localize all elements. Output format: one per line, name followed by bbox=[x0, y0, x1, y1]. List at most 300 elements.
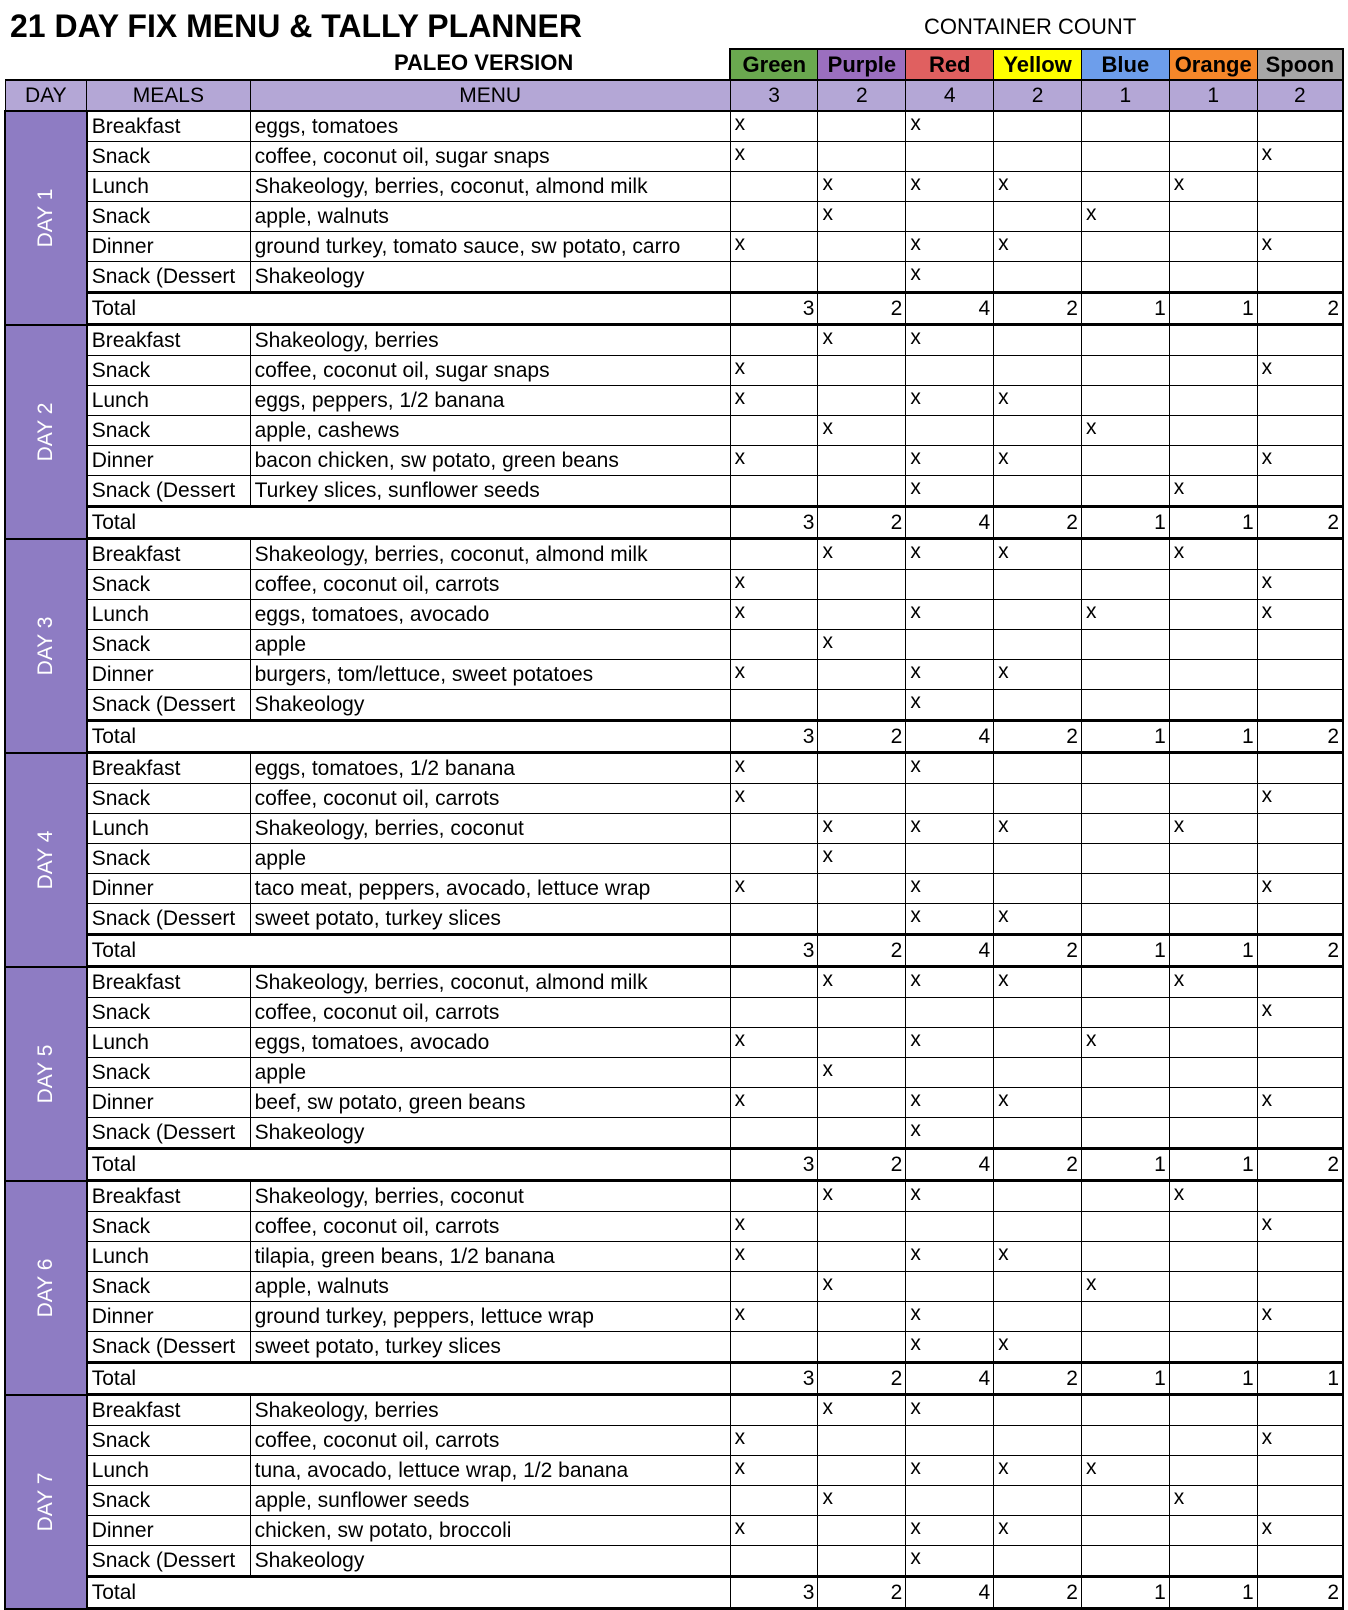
color-header-red: Red bbox=[906, 49, 994, 80]
total-spoon: 2 bbox=[1257, 293, 1343, 325]
tally-mark-orange bbox=[1169, 690, 1257, 721]
tally-mark-yellow: x bbox=[994, 386, 1082, 416]
tally-mark-orange bbox=[1169, 232, 1257, 262]
total-orange: 1 bbox=[1169, 721, 1257, 753]
tally-mark-orange: x bbox=[1169, 967, 1257, 998]
tally-mark-blue bbox=[1081, 753, 1169, 784]
tally-mark-red: x bbox=[906, 753, 994, 784]
table-row bbox=[5, 111, 1343, 142]
table-row bbox=[5, 1058, 1343, 1088]
tally-mark-purple: x bbox=[818, 1395, 906, 1426]
tally-mark-purple: x bbox=[818, 1181, 906, 1212]
tally-mark-orange bbox=[1169, 1456, 1257, 1486]
day-label: DAY 1 bbox=[33, 188, 57, 248]
tally-mark-orange bbox=[1169, 325, 1257, 356]
tally-mark-purple bbox=[818, 753, 906, 784]
total-row bbox=[5, 1149, 1343, 1181]
tally-mark-purple: x bbox=[818, 202, 906, 232]
tally-mark-orange bbox=[1169, 904, 1257, 935]
target-count-green: 3 bbox=[730, 80, 818, 111]
tally-mark-purple bbox=[818, 386, 906, 416]
tally-mark-spoon bbox=[1257, 476, 1343, 507]
menu-item: Shakeology bbox=[250, 690, 730, 721]
tally-mark-red: x bbox=[906, 476, 994, 507]
table-row bbox=[5, 1456, 1343, 1486]
tally-mark-green: x bbox=[730, 232, 818, 262]
tally-mark-blue bbox=[1081, 446, 1169, 476]
color-header-blue: Blue bbox=[1081, 49, 1169, 80]
tally-mark-yellow bbox=[994, 202, 1082, 232]
tally-mark-purple: x bbox=[818, 814, 906, 844]
meal-name: Snack bbox=[87, 844, 250, 874]
menu-item: eggs, tomatoes, avocado bbox=[250, 1028, 730, 1058]
planner-sheet bbox=[4, 3, 1344, 1604]
total-yellow: 2 bbox=[994, 507, 1082, 539]
total-label: Total bbox=[87, 1363, 730, 1395]
tally-mark-red: x bbox=[906, 1302, 994, 1332]
tally-mark-yellow: x bbox=[994, 1088, 1082, 1118]
tally-mark-orange bbox=[1169, 1028, 1257, 1058]
tally-mark-blue bbox=[1081, 1302, 1169, 1332]
tally-mark-red bbox=[906, 142, 994, 172]
meal-name: Lunch bbox=[87, 814, 250, 844]
table-row bbox=[5, 539, 1343, 570]
tally-mark-orange bbox=[1169, 386, 1257, 416]
tally-mark-green bbox=[730, 172, 818, 202]
tally-mark-green: x bbox=[730, 1302, 818, 1332]
table-row bbox=[5, 1272, 1343, 1302]
tally-mark-green bbox=[730, 262, 818, 293]
tally-mark-spoon bbox=[1257, 1118, 1343, 1149]
tally-mark-yellow bbox=[994, 1181, 1082, 1212]
tally-mark-yellow: x bbox=[994, 660, 1082, 690]
tally-mark-green: x bbox=[730, 753, 818, 784]
meal-name: Lunch bbox=[87, 172, 250, 202]
tally-mark-orange bbox=[1169, 784, 1257, 814]
tally-mark-green: x bbox=[730, 1212, 818, 1242]
table-row bbox=[5, 1028, 1343, 1058]
tally-mark-orange bbox=[1169, 844, 1257, 874]
meal-name: Snack (Dessert bbox=[87, 904, 250, 935]
tally-mark-green: x bbox=[730, 111, 818, 142]
tally-mark-blue: x bbox=[1081, 1028, 1169, 1058]
tally-mark-blue bbox=[1081, 356, 1169, 386]
table-row bbox=[5, 325, 1343, 356]
table-row bbox=[5, 690, 1343, 721]
tally-mark-green bbox=[730, 998, 818, 1028]
tally-mark-green: x bbox=[730, 386, 818, 416]
menu-item: ground turkey, peppers, lettuce wrap bbox=[250, 1302, 730, 1332]
total-blue: 1 bbox=[1081, 721, 1169, 753]
tally-mark-green: x bbox=[730, 446, 818, 476]
tally-mark-green bbox=[730, 630, 818, 660]
menu-item: eggs, tomatoes, 1/2 banana bbox=[250, 753, 730, 784]
tally-mark-red: x bbox=[906, 325, 994, 356]
tally-mark-blue bbox=[1081, 386, 1169, 416]
tally-mark-red: x bbox=[906, 386, 994, 416]
tally-mark-red: x bbox=[906, 690, 994, 721]
tally-mark-purple bbox=[818, 1332, 906, 1363]
menu-item: coffee, coconut oil, carrots bbox=[250, 1212, 730, 1242]
total-red: 4 bbox=[906, 721, 994, 753]
tally-mark-spoon bbox=[1257, 1242, 1343, 1272]
tally-mark-purple: x bbox=[818, 416, 906, 446]
meal-name: Snack bbox=[87, 1486, 250, 1516]
tally-mark-spoon: x bbox=[1257, 784, 1343, 814]
tally-mark-red bbox=[906, 844, 994, 874]
tally-mark-spoon bbox=[1257, 1058, 1343, 1088]
table-row bbox=[5, 660, 1343, 690]
menu-item: tilapia, green beans, 1/2 banana bbox=[250, 1242, 730, 1272]
table-row bbox=[5, 1118, 1343, 1149]
tally-mark-red bbox=[906, 1058, 994, 1088]
meal-name: Snack bbox=[87, 998, 250, 1028]
tally-mark-orange bbox=[1169, 1088, 1257, 1118]
day-label-cell bbox=[5, 967, 87, 1181]
tally-mark-green: x bbox=[730, 142, 818, 172]
tally-mark-purple: x bbox=[818, 630, 906, 660]
table-row bbox=[5, 172, 1343, 202]
tally-mark-blue: x bbox=[1081, 1272, 1169, 1302]
tally-mark-spoon bbox=[1257, 1181, 1343, 1212]
tally-mark-red bbox=[906, 202, 994, 232]
total-row bbox=[5, 1577, 1343, 1609]
tally-mark-yellow bbox=[994, 111, 1082, 142]
tally-mark-red: x bbox=[906, 814, 994, 844]
tally-mark-purple bbox=[818, 1456, 906, 1486]
tally-mark-purple bbox=[818, 690, 906, 721]
day-label-cell bbox=[5, 325, 87, 539]
tally-mark-blue bbox=[1081, 1212, 1169, 1242]
tally-mark-green bbox=[730, 904, 818, 935]
total-purple: 2 bbox=[818, 935, 906, 967]
total-orange: 1 bbox=[1169, 1149, 1257, 1181]
tally-mark-spoon bbox=[1257, 325, 1343, 356]
tally-mark-purple: x bbox=[818, 1058, 906, 1088]
tally-mark-green bbox=[730, 1395, 818, 1426]
menu-item: sweet potato, turkey slices bbox=[250, 904, 730, 935]
tally-mark-green bbox=[730, 1272, 818, 1302]
total-yellow: 2 bbox=[994, 935, 1082, 967]
tally-mark-orange: x bbox=[1169, 1486, 1257, 1516]
tally-mark-green bbox=[730, 690, 818, 721]
tally-mark-purple bbox=[818, 660, 906, 690]
tally-mark-purple bbox=[818, 570, 906, 600]
menu-item: apple bbox=[250, 1058, 730, 1088]
tally-mark-red bbox=[906, 356, 994, 386]
tally-mark-yellow bbox=[994, 1212, 1082, 1242]
tally-mark-spoon bbox=[1257, 753, 1343, 784]
menu-item: apple bbox=[250, 844, 730, 874]
menu-item: Shakeology, berries, coconut, almond milk bbox=[250, 539, 730, 570]
tally-mark-spoon: x bbox=[1257, 600, 1343, 630]
menu-item: Shakeology, berries, coconut bbox=[250, 1181, 730, 1212]
tally-mark-red bbox=[906, 570, 994, 600]
table-row bbox=[5, 570, 1343, 600]
total-yellow: 2 bbox=[994, 1149, 1082, 1181]
tally-mark-purple bbox=[818, 356, 906, 386]
tally-mark-purple: x bbox=[818, 844, 906, 874]
tally-mark-yellow bbox=[994, 1426, 1082, 1456]
tally-mark-yellow: x bbox=[994, 1516, 1082, 1546]
tally-mark-purple bbox=[818, 784, 906, 814]
tally-mark-blue bbox=[1081, 660, 1169, 690]
table-row bbox=[5, 904, 1343, 935]
tally-mark-blue bbox=[1081, 630, 1169, 660]
menu-item: apple, walnuts bbox=[250, 202, 730, 232]
total-purple: 2 bbox=[818, 507, 906, 539]
tally-mark-spoon bbox=[1257, 172, 1343, 202]
tally-mark-orange bbox=[1169, 446, 1257, 476]
menu-item: beef, sw potato, green beans bbox=[250, 1088, 730, 1118]
menu-item: burgers, tom/lettuce, sweet potatoes bbox=[250, 660, 730, 690]
tally-mark-spoon bbox=[1257, 1395, 1343, 1426]
menu-item: ground turkey, tomato sauce, sw potato, carro bbox=[250, 232, 730, 262]
meal-name: Snack (Dessert bbox=[87, 476, 250, 507]
total-label: Total bbox=[87, 507, 730, 539]
menu-item: chicken, sw potato, broccoli bbox=[250, 1516, 730, 1546]
day-label-cell bbox=[5, 111, 87, 325]
day-label: DAY 7 bbox=[33, 1472, 57, 1531]
tally-mark-blue bbox=[1081, 262, 1169, 293]
tally-mark-blue bbox=[1081, 111, 1169, 142]
tally-mark-red: x bbox=[906, 1332, 994, 1363]
tally-mark-green bbox=[730, 476, 818, 507]
tally-mark-orange bbox=[1169, 1395, 1257, 1426]
tally-mark-spoon bbox=[1257, 660, 1343, 690]
tally-mark-red bbox=[906, 998, 994, 1028]
tally-mark-yellow bbox=[994, 1272, 1082, 1302]
table-row bbox=[5, 1242, 1343, 1272]
total-orange: 1 bbox=[1169, 1577, 1257, 1609]
meal-name: Breakfast bbox=[87, 539, 250, 570]
tally-mark-spoon bbox=[1257, 539, 1343, 570]
tally-mark-green bbox=[730, 1546, 818, 1577]
tally-mark-red: x bbox=[906, 1242, 994, 1272]
menu-item: apple, walnuts bbox=[250, 1272, 730, 1302]
tally-mark-spoon bbox=[1257, 386, 1343, 416]
tally-mark-purple bbox=[818, 232, 906, 262]
day-label: DAY 6 bbox=[33, 1258, 57, 1317]
meal-name: Lunch bbox=[87, 1242, 250, 1272]
color-header-spoon: Spoon bbox=[1257, 49, 1343, 80]
tally-mark-purple bbox=[818, 600, 906, 630]
menu-item: eggs, peppers, 1/2 banana bbox=[250, 386, 730, 416]
tally-mark-blue bbox=[1081, 1546, 1169, 1577]
table-row bbox=[5, 356, 1343, 386]
tally-mark-yellow: x bbox=[994, 172, 1082, 202]
table-row bbox=[5, 416, 1343, 446]
tally-mark-red bbox=[906, 416, 994, 446]
target-count-spoon: 2 bbox=[1257, 80, 1343, 111]
menu-item: apple, sunflower seeds bbox=[250, 1486, 730, 1516]
color-header-orange: Orange bbox=[1169, 49, 1257, 80]
color-header-yellow: Yellow bbox=[994, 49, 1082, 80]
total-yellow: 2 bbox=[994, 1577, 1082, 1609]
meal-name: Snack bbox=[87, 1058, 250, 1088]
tally-mark-blue bbox=[1081, 844, 1169, 874]
tally-mark-red: x bbox=[906, 1028, 994, 1058]
tally-mark-spoon bbox=[1257, 844, 1343, 874]
total-blue: 1 bbox=[1081, 1577, 1169, 1609]
tally-mark-purple: x bbox=[818, 1486, 906, 1516]
table-row bbox=[5, 1212, 1343, 1242]
target-count-red: 4 bbox=[906, 80, 994, 111]
table-row bbox=[5, 998, 1343, 1028]
tally-mark-purple bbox=[818, 1516, 906, 1546]
total-green: 3 bbox=[730, 1149, 818, 1181]
tally-mark-green bbox=[730, 814, 818, 844]
tally-mark-orange bbox=[1169, 1426, 1257, 1456]
menu-item: Shakeology, berries, coconut, almond milk bbox=[250, 967, 730, 998]
total-row bbox=[5, 507, 1343, 539]
total-red: 4 bbox=[906, 507, 994, 539]
tally-mark-red: x bbox=[906, 1118, 994, 1149]
tally-mark-blue bbox=[1081, 539, 1169, 570]
tally-mark-red: x bbox=[906, 1395, 994, 1426]
total-yellow: 2 bbox=[994, 1363, 1082, 1395]
tally-mark-purple bbox=[818, 1302, 906, 1332]
meal-name: Snack bbox=[87, 1426, 250, 1456]
total-spoon: 2 bbox=[1257, 1149, 1343, 1181]
table-row bbox=[5, 202, 1343, 232]
day-label-cell bbox=[5, 1181, 87, 1395]
tally-mark-green: x bbox=[730, 660, 818, 690]
color-header-row bbox=[5, 49, 1343, 80]
tally-mark-blue bbox=[1081, 784, 1169, 814]
tally-mark-spoon: x bbox=[1257, 570, 1343, 600]
target-count-blue: 1 bbox=[1081, 80, 1169, 111]
tally-mark-yellow: x bbox=[994, 1242, 1082, 1272]
tally-mark-yellow bbox=[994, 1486, 1082, 1516]
total-orange: 1 bbox=[1169, 1363, 1257, 1395]
tally-mark-purple bbox=[818, 874, 906, 904]
table-row bbox=[5, 232, 1343, 262]
tally-mark-red: x bbox=[906, 1456, 994, 1486]
day-label: DAY 4 bbox=[33, 830, 57, 889]
tally-mark-spoon bbox=[1257, 111, 1343, 142]
header-blank bbox=[5, 49, 730, 80]
tally-mark-green bbox=[730, 325, 818, 356]
tally-mark-spoon bbox=[1257, 904, 1343, 935]
tally-mark-green: x bbox=[730, 356, 818, 386]
tally-mark-spoon: x bbox=[1257, 232, 1343, 262]
menu-item: apple, cashews bbox=[250, 416, 730, 446]
tally-mark-purple bbox=[818, 1242, 906, 1272]
table-row bbox=[5, 844, 1343, 874]
tally-mark-blue bbox=[1081, 1332, 1169, 1363]
menu-item: eggs, tomatoes bbox=[250, 111, 730, 142]
tally-mark-purple bbox=[818, 998, 906, 1028]
tally-mark-red: x bbox=[906, 172, 994, 202]
tally-mark-blue bbox=[1081, 1242, 1169, 1272]
tally-mark-spoon bbox=[1257, 967, 1343, 998]
menu-item: Shakeology, berries bbox=[250, 1395, 730, 1426]
day-label: DAY 5 bbox=[33, 1044, 57, 1103]
tally-mark-blue bbox=[1081, 570, 1169, 600]
day-label-cell bbox=[5, 753, 87, 967]
tally-mark-orange bbox=[1169, 1332, 1257, 1363]
total-red: 4 bbox=[906, 1363, 994, 1395]
tally-mark-spoon bbox=[1257, 630, 1343, 660]
tally-mark-orange bbox=[1169, 630, 1257, 660]
tally-mark-blue bbox=[1081, 142, 1169, 172]
tally-mark-orange bbox=[1169, 416, 1257, 446]
tally-mark-orange bbox=[1169, 262, 1257, 293]
total-orange: 1 bbox=[1169, 507, 1257, 539]
tally-mark-spoon: x bbox=[1257, 1426, 1343, 1456]
total-purple: 2 bbox=[818, 1149, 906, 1181]
meal-name: Lunch bbox=[87, 1456, 250, 1486]
tally-mark-yellow bbox=[994, 1058, 1082, 1088]
total-purple: 2 bbox=[818, 293, 906, 325]
total-red: 4 bbox=[906, 935, 994, 967]
menu-item: sweet potato, turkey slices bbox=[250, 1332, 730, 1363]
tally-mark-red bbox=[906, 1212, 994, 1242]
tally-mark-orange bbox=[1169, 998, 1257, 1028]
total-red: 4 bbox=[906, 1149, 994, 1181]
tally-mark-red: x bbox=[906, 600, 994, 630]
tally-mark-orange bbox=[1169, 1546, 1257, 1577]
tally-mark-blue bbox=[1081, 325, 1169, 356]
meal-name: Dinner bbox=[87, 1516, 250, 1546]
tally-mark-spoon: x bbox=[1257, 1212, 1343, 1242]
tally-mark-orange bbox=[1169, 1242, 1257, 1272]
tally-mark-blue bbox=[1081, 814, 1169, 844]
tally-mark-yellow: x bbox=[994, 446, 1082, 476]
tally-mark-purple bbox=[818, 142, 906, 172]
tally-mark-spoon bbox=[1257, 1456, 1343, 1486]
table-row bbox=[5, 1516, 1343, 1546]
tally-mark-green: x bbox=[730, 1456, 818, 1486]
table-row bbox=[5, 476, 1343, 507]
menu-item: coffee, coconut oil, carrots bbox=[250, 570, 730, 600]
table-row bbox=[5, 874, 1343, 904]
tally-mark-purple bbox=[818, 111, 906, 142]
tally-mark-yellow bbox=[994, 356, 1082, 386]
meal-name: Dinner bbox=[87, 1302, 250, 1332]
tally-mark-purple: x bbox=[818, 325, 906, 356]
total-green: 3 bbox=[730, 1363, 818, 1395]
tally-mark-yellow bbox=[994, 844, 1082, 874]
tally-mark-orange bbox=[1169, 570, 1257, 600]
tally-mark-orange bbox=[1169, 202, 1257, 232]
table-row bbox=[5, 630, 1343, 660]
total-blue: 1 bbox=[1081, 1149, 1169, 1181]
meal-name: Snack (Dessert bbox=[87, 1118, 250, 1149]
day-label-cell bbox=[5, 539, 87, 753]
meal-name: Snack bbox=[87, 356, 250, 386]
tally-mark-green: x bbox=[730, 1242, 818, 1272]
tally-mark-yellow bbox=[994, 1395, 1082, 1426]
tally-mark-yellow: x bbox=[994, 967, 1082, 998]
color-header-green: Green bbox=[730, 49, 818, 80]
tally-mark-spoon bbox=[1257, 1272, 1343, 1302]
tally-mark-spoon: x bbox=[1257, 142, 1343, 172]
tally-mark-orange: x bbox=[1169, 1181, 1257, 1212]
tally-mark-blue bbox=[1081, 1088, 1169, 1118]
tally-mark-spoon bbox=[1257, 416, 1343, 446]
menu-item: Shakeology bbox=[250, 1118, 730, 1149]
tally-mark-orange: x bbox=[1169, 172, 1257, 202]
table-row bbox=[5, 1486, 1343, 1516]
menu-item: taco meat, peppers, avocado, lettuce wrap bbox=[250, 874, 730, 904]
day-label-cell bbox=[5, 1395, 87, 1609]
menu-item: Turkey slices, sunflower seeds bbox=[250, 476, 730, 507]
table-row bbox=[5, 1426, 1343, 1456]
tally-mark-red: x bbox=[906, 904, 994, 935]
tally-mark-yellow bbox=[994, 1028, 1082, 1058]
